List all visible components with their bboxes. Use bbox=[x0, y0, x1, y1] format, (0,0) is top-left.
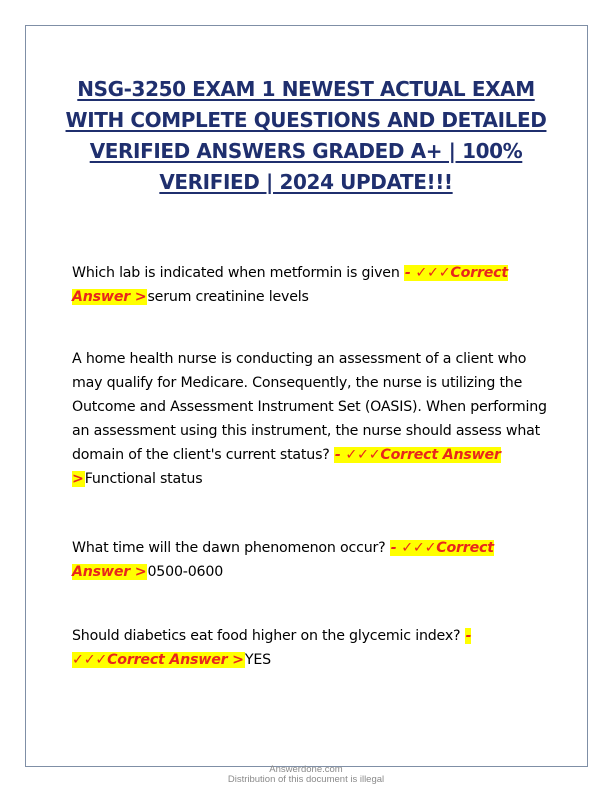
question-text: Should diabetics eat food higher on the glycemic index? bbox=[72, 628, 461, 644]
footer-legal-notice: Distribution of this document is illegal bbox=[227, 774, 385, 785]
answer-text: YES bbox=[244, 652, 271, 668]
qa-item bbox=[72, 624, 547, 672]
qa-item bbox=[72, 536, 547, 584]
correct-answer-marker: - ✓✓✓Correct Answer > bbox=[72, 628, 472, 668]
question-text: What time will the dawn phenomenon occur? bbox=[72, 540, 386, 556]
qa-item bbox=[72, 347, 547, 491]
correct-answer-marker: - ✓✓✓Correct Answer > bbox=[72, 540, 494, 580]
correct-answer-marker: - ✓✓✓Correct Answer > bbox=[72, 447, 501, 487]
qa-item bbox=[72, 261, 547, 309]
footer-site-name: Answerdone.com bbox=[269, 764, 343, 775]
question-text: A home health nurse is conducting an assessment of a client who may qualify for Medicare. Consequently, the nurse is utilizing the Outcome and Assessment Instrument Set (OASIS). When performing an assessment using this instrument, the nurse should assess what domain of the client's current status? bbox=[72, 351, 547, 463]
correct-answer-marker: - ✓✓✓Correct Answer > bbox=[72, 265, 508, 305]
answer-text: serum creatinine levels bbox=[147, 289, 309, 305]
question-text: Which lab is indicated when metformin is given bbox=[72, 265, 400, 281]
answer-text: 0500-0600 bbox=[147, 564, 224, 580]
answer-text: Functional status bbox=[84, 471, 203, 487]
document-title: NSG-3250 EXAM 1 NEWEST ACTUAL EXAM WITH COMPLETE QUESTIONS AND DETAILED VERIFIED ANSWERS GRADED A+ | 100% VERIFIED | 2024 UPDATE!!! bbox=[65, 77, 547, 194]
